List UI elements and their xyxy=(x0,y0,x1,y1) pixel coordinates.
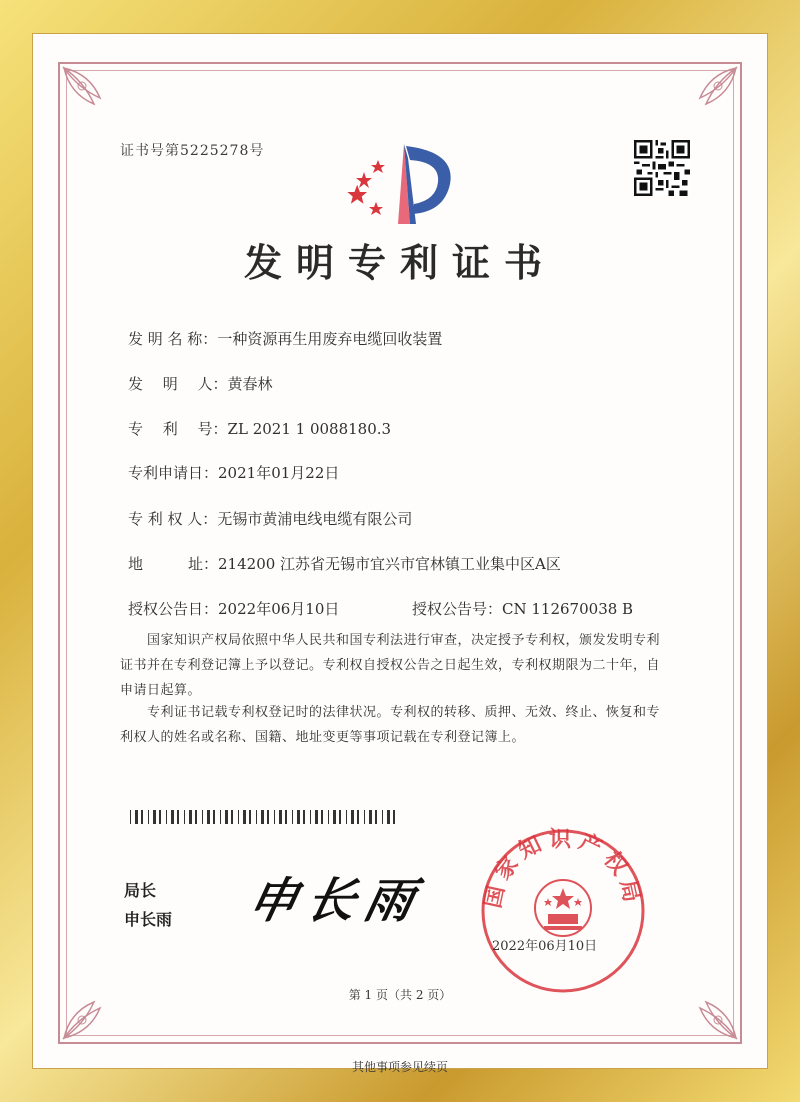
seal-text: 国家知识产权局 xyxy=(479,826,647,911)
field-inventor xyxy=(128,373,273,394)
official-seal-icon xyxy=(478,826,648,996)
signatory-role: 局长 xyxy=(124,881,157,900)
filing-date-value: 2021年01月22日 xyxy=(218,464,340,482)
field-patentee xyxy=(128,508,412,529)
certificate-number: 证书号第5225278号 xyxy=(120,143,265,159)
field-address xyxy=(128,553,561,574)
paragraph-line: 专利证书记载专利权登记时的法律状况。专利权的转移、质押、无效、终止、恢复和专 xyxy=(120,705,661,720)
patent-office-logo-icon xyxy=(344,138,464,228)
grant-number-value: CN 112670038 B xyxy=(502,600,634,618)
field-patent-number xyxy=(128,418,391,439)
invention-name-label: 发 明 名 称： xyxy=(128,330,218,348)
handwritten-signature: 申长雨 xyxy=(243,873,430,929)
field-grant-date xyxy=(128,598,339,619)
field-invention-name xyxy=(128,328,442,349)
patent-number-label: 专 利 号： xyxy=(128,420,228,438)
patentee-value: 无锡市黄浦电线电缆有限公司 xyxy=(217,510,413,528)
paragraph-line: 国家知识产权局依照中华人民共和国专利法进行审查，决定授予专利权，颁发发明专利 xyxy=(120,633,661,648)
corner-ornament-bottom-right xyxy=(670,972,740,1042)
address-label: 地 址： xyxy=(128,555,219,573)
page-number: 第 1 页（共 2 页） xyxy=(348,988,452,1002)
paragraph-line: 证书并在专利登记簿上予以登记。专利权自授权公告之日起生效，专利权期限为二十年，自 xyxy=(120,658,661,673)
address-value: 214200 江苏省无锡市宜兴市官林镇工业集中区A区 xyxy=(218,555,561,573)
barcode-icon xyxy=(130,810,402,824)
field-grant-number xyxy=(412,598,633,619)
inventor-value: 黄春林 xyxy=(227,375,273,393)
grant-number-label: 授权公告号： xyxy=(412,600,503,618)
paragraph-line: 利权人的姓名或名称、国籍、地址变更等事项记载在专利登记簿上。 xyxy=(120,730,526,745)
qr-code-icon xyxy=(634,140,690,196)
paragraph-grant-statement xyxy=(120,628,700,703)
corner-ornament-bottom-left xyxy=(60,972,130,1042)
patentee-label: 专 利 权 人： xyxy=(128,510,218,528)
certificate-title: 发明专利证书 xyxy=(243,240,556,285)
footer-note: 其他事项参见续页 xyxy=(351,1060,448,1074)
inventor-label: 发 明 人： xyxy=(128,375,228,393)
grant-date-label: 授权公告日： xyxy=(128,600,219,618)
grant-date-value: 2022年06月10日 xyxy=(218,600,340,618)
field-filing-date xyxy=(128,462,339,483)
corner-ornament-top-left xyxy=(60,64,130,134)
paragraph-legal-status xyxy=(120,700,700,750)
filing-date-label: 专利申请日： xyxy=(128,464,219,482)
paragraph-line: 申请日起算。 xyxy=(120,683,202,698)
invention-name-value: 一种资源再生用废弃电缆回收装置 xyxy=(217,330,443,348)
seal-date: 2022年06月10日 xyxy=(492,939,598,954)
patent-number-value: ZL 2021 1 0088180.3 xyxy=(227,420,392,438)
corner-ornament-top-right xyxy=(670,64,740,134)
signatory-name: 申长雨 xyxy=(124,910,173,929)
